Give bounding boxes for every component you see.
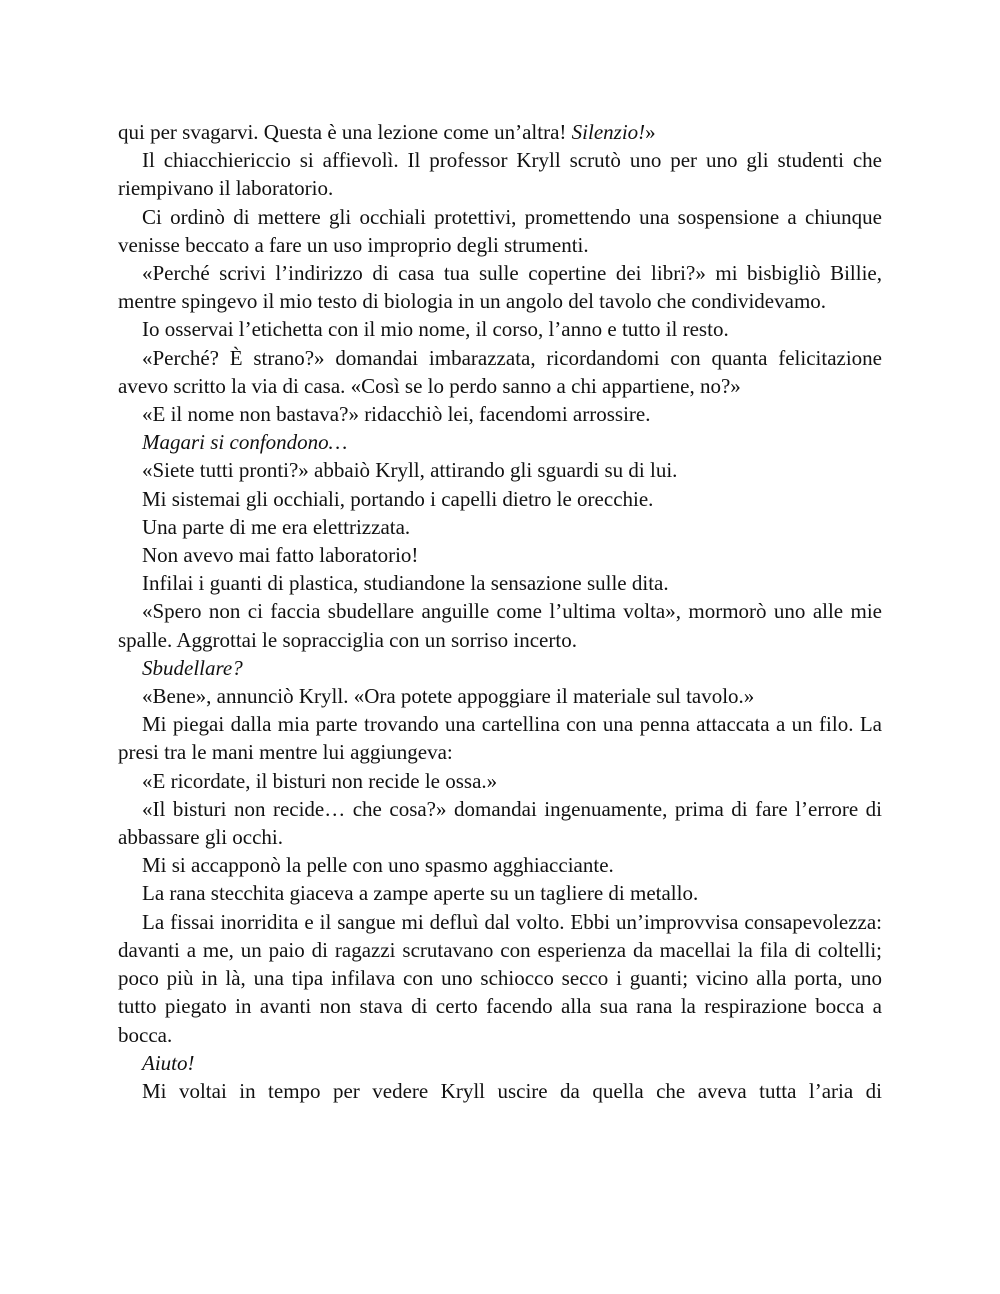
paragraph: La fissai inorridita e il sangue mi defluì dal volto. Ebbi un’improvvisa consapevolezza: davanti a me, un paio di ragazzi scrutavano con esperienza da macellai la fila di coltelli; poco più in là, una tipa infilava con uno schiocco secco i guanti; vicino alla porta, uno tutto piegato in avanti non stava di certo facendo alla sua rana la respirazione bocca a bocca.	[118, 909, 882, 1047]
paragraph: «Siete tutti pronti?» abbaiò Kryll, attirando gli sguardi su di lui.	[142, 458, 678, 483]
italic-text: Silenzio!	[571, 120, 646, 144]
paragraph: Mi sistemai gli occhiali, portando i capelli dietro le orecchie.	[142, 486, 654, 511]
text-span: »	[645, 120, 656, 144]
paragraph: Mi voltai in tempo per vedere Kryll uscire da quella che aveva tutta l’aria di	[142, 1078, 882, 1103]
paragraph: «Perché? È strano?» domandai imbarazzata, ricordandomi con quanta felicitazione avevo scritto la via di casa. «Così se lo perdo sanno a chi appartiene, no?»	[118, 345, 882, 398]
paragraph: Io osservai l’etichetta con il mio nome, il corso, l’anno e tutto il resto.	[142, 317, 729, 342]
page-body	[118, 118, 882, 1105]
italic-text: Sbudellare?	[142, 655, 243, 680]
paragraph: Ci ordinò di mettere gli occhiali protettivi, promettendo una sospensione a chiunque venisse beccato a fare un uso improprio degli strumenti.	[118, 204, 882, 257]
paragraph: Una parte di me era elettrizzata.	[142, 514, 411, 539]
paragraph	[118, 118, 882, 146]
paragraph	[118, 654, 882, 682]
paragraph: «Spero non ci faccia sbudellare anguille come l’ultima volta», mormorò uno alle mie spalle. Aggrottai le sopracciglia con un sorriso incerto.	[118, 599, 882, 652]
text-span: qui per svagarvi. Questa è una lezione come un’altra!	[118, 120, 572, 144]
italic-text: Aiuto!	[142, 1050, 195, 1075]
paragraph: Non avevo mai fatto laboratorio!	[142, 543, 419, 568]
paragraph: «Perché scrivi l’indirizzo di casa tua sulle copertine dei libri?» mi bisbigliò Billie, mentre spingevo il mio testo di biologia in un angolo del tavolo che condividevamo.	[118, 261, 882, 314]
paragraph: «E il nome non bastava?» ridacchiò lei, facendomi arrossire.	[142, 402, 651, 427]
paragraph	[118, 428, 882, 456]
paragraph: Mi si accapponò la pelle con uno spasmo agghiacciante.	[142, 853, 614, 878]
paragraph: Il chiacchiericcio si affievolì. Il professor Kryll scrutò uno per uno gli studenti che riempivano il laboratorio.	[118, 148, 882, 201]
paragraph	[118, 1049, 882, 1077]
paragraph: La rana stecchita giaceva a zampe aperte su un tagliere di metallo.	[142, 881, 699, 906]
italic-text: Magari si confondono…	[142, 430, 348, 455]
paragraph: Mi piegai dalla mia parte trovando una cartellina con una penna attaccata a un filo. La presi tra le mani mentre lui aggiungeva:	[118, 712, 882, 765]
paragraph: Infilai i guanti di plastica, studiandone la sensazione sulle dita.	[142, 571, 669, 596]
paragraph: «E ricordate, il bisturi non recide le ossa.»	[142, 768, 498, 793]
paragraph: «Bene», annunciò Kryll. «Ora potete appoggiare il materiale sul tavolo.»	[142, 684, 755, 709]
paragraph: «Il bisturi non recide… che cosa?» domandai ingenuamente, prima di fare l’errore di abbassare gli occhi.	[118, 796, 882, 850]
